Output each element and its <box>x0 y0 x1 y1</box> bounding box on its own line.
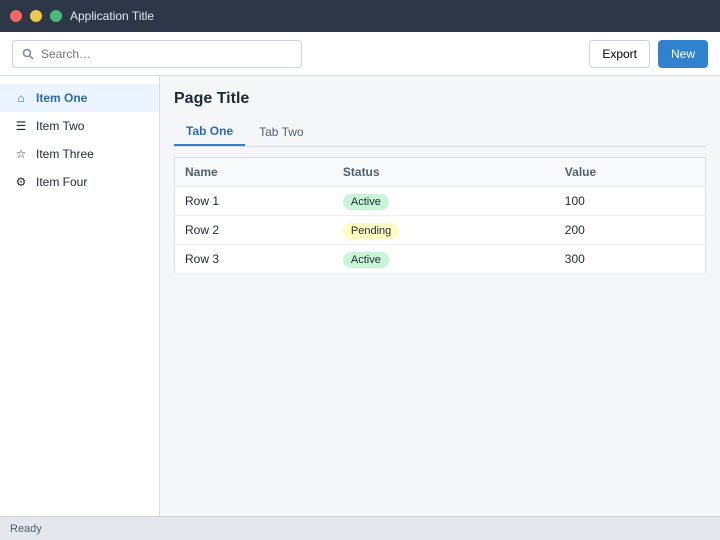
page-title: Page Title <box>174 90 250 107</box>
tab-1[interactable]: Tab One <box>174 118 245 146</box>
cell-name: Row 1 <box>175 187 333 216</box>
cell-name: Row 2 <box>175 216 333 245</box>
column-header[interactable]: Value <box>555 158 706 187</box>
toolbar <box>0 32 720 76</box>
window-title: Application Title <box>70 9 155 23</box>
sidebar-item-label: Item Three <box>36 147 94 161</box>
search-icon <box>21 47 35 61</box>
main-panel <box>160 76 720 516</box>
export-button[interactable]: Export <box>589 40 650 68</box>
content-area <box>0 76 720 516</box>
cell-value: 200 <box>555 216 706 245</box>
status-badge: Pending <box>343 223 399 239</box>
status-bar <box>0 516 720 540</box>
tab-2[interactable]: Tab Two <box>247 118 315 146</box>
sidebar-item-3[interactable] <box>0 140 159 168</box>
data-table <box>174 157 706 274</box>
list-icon: ☰ <box>15 119 27 133</box>
table-row[interactable] <box>175 245 706 274</box>
sidebar-item-4[interactable] <box>0 168 159 196</box>
cell-value: 100 <box>555 187 706 216</box>
sidebar-item-label: Item One <box>36 91 88 105</box>
cell-name: Row 3 <box>175 245 333 274</box>
sidebar-item-label: Item Four <box>36 175 88 189</box>
sidebar-item-label: Item Two <box>36 119 85 133</box>
sidebar-item-2[interactable] <box>0 112 159 140</box>
status-badge: Active <box>343 252 389 268</box>
column-header[interactable]: Name <box>175 158 333 187</box>
gear-icon: ⚙ <box>15 175 27 189</box>
table-header-row <box>175 158 706 187</box>
table-row[interactable] <box>175 216 706 245</box>
sidebar <box>0 76 160 516</box>
tab-bar <box>174 118 706 147</box>
cell-value: 300 <box>555 245 706 274</box>
status-badge: Active <box>343 194 389 210</box>
status-text: Ready <box>10 522 42 535</box>
star-icon: ☆ <box>15 147 27 161</box>
maximize-window-button[interactable] <box>50 10 62 22</box>
search-box[interactable] <box>12 40 302 68</box>
title-bar <box>0 0 720 32</box>
column-header[interactable]: Status <box>333 158 555 187</box>
home-icon: ⌂ <box>17 91 25 105</box>
new-button[interactable]: New <box>658 40 708 68</box>
search-input[interactable] <box>41 47 293 61</box>
sidebar-item-1[interactable] <box>0 84 159 112</box>
close-window-button[interactable] <box>10 10 22 22</box>
minimize-window-button[interactable] <box>30 10 42 22</box>
table-row[interactable] <box>175 187 706 216</box>
